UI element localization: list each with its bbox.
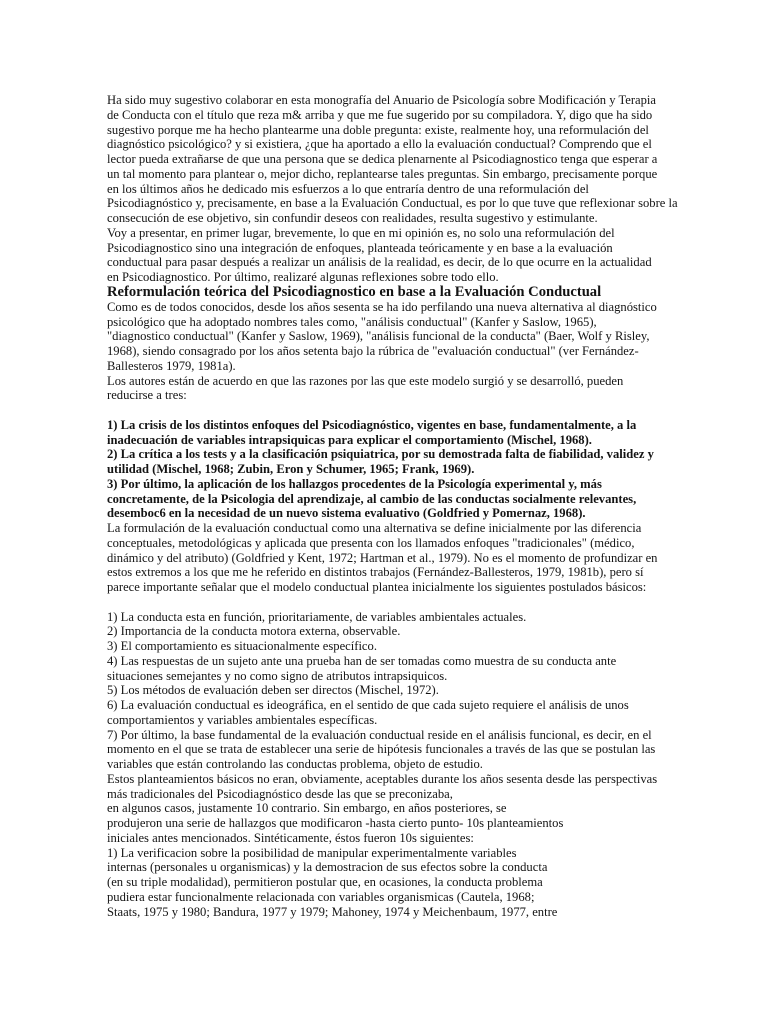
text-line: (en su triple modalidad), permitieron postular que, en ocasiones, la conducta problema bbox=[107, 875, 543, 889]
list-item: 4) Las respuestas de un sujeto ante una prueba han de ser tomadas como muestra de su conducta ante bbox=[107, 653, 617, 668]
blank-line bbox=[107, 595, 762, 610]
text-line: pudiera estar funcionalmente relacionada con variables organismicas (Cautela, 1968; bbox=[107, 889, 535, 904]
text-line: Psicodiagnóstico y, precisamente, en base a la Evaluación Conductual, es por lo que tuve que reflexionar sobre la bbox=[107, 196, 678, 211]
text-line: más tradicionales del Psicodiagnóstico desde las que se preconizaba, bbox=[107, 786, 453, 801]
list-item: 7) Por último, la base fundamental de la evaluación conductual reside en el análisis funcional, es decir, en el bbox=[107, 727, 652, 742]
text-line: conceptuales, metodológicas y aplicada que presenta con los llamados enfoques "tradicionales" (médico, bbox=[107, 535, 635, 550]
blank-line bbox=[107, 403, 762, 418]
text-line: 1968), siendo consagrado por los años setenta bajo la rúbrica de "evaluación conductual" (ver Fernández- bbox=[107, 344, 639, 358]
text-line: Como es de todos conocidos, desde los años sesenta se ha ido perfilando una nueva alternativa al diagnóstico bbox=[107, 299, 657, 314]
list-item: 2) Importancia de la conducta motora externa, observable. bbox=[107, 624, 401, 639]
section-heading: Reformulación teórica del Psicodiagnostico en base a la Evaluación Conductual bbox=[107, 283, 602, 300]
postulates-list bbox=[107, 610, 762, 772]
list-item: comportamientos y variables ambientales específicas. bbox=[107, 712, 378, 727]
reasons-intro-paragraph bbox=[107, 374, 762, 404]
text-line: diagnóstico psicológico? y si existiera, ¿que ha aportado a ello la evaluación conductual? Comprendo que el bbox=[107, 137, 652, 152]
text-line: consecución de ese objetivo, sin confundir deseos con realidades, resulta sugestivo y estimulante. bbox=[107, 211, 598, 225]
text-line: "diagnostico conductual" (Kanfer y Saslow, 1969), "análisis funcional de la conducta" (Baer, Wolf y Risley, bbox=[107, 329, 650, 344]
text-line: 1) La verificacion sobre la posibilidad de manipular experimentalmente variables bbox=[107, 845, 517, 860]
document-body bbox=[107, 93, 762, 919]
text-line: Voy a presentar, en primer lugar, brevemente, lo que en mi opinión es, no solo una reformulación del bbox=[107, 225, 615, 240]
text-line: de Conducta con el título que reza m& arriba y que me fue sugerido por su compiladora. Y, digo que ha sido bbox=[107, 107, 653, 122]
formulation-paragraph bbox=[107, 521, 762, 595]
list-item: 2) La crítica a los tests y a la clasificación psiquiatrica, por su demostrada falta de fiabilidad, validez y bbox=[107, 447, 654, 462]
list-item: 3) El comportamiento es situacionalmente específico. bbox=[107, 639, 377, 653]
text-line: en algunos casos, justamente 10 contrario. Sin embargo, en años posteriores, se bbox=[107, 801, 507, 816]
plan-paragraph bbox=[107, 226, 762, 285]
reasons-list bbox=[107, 418, 762, 521]
text-line: estos extremos a los que me he referido en distintos trabajos (Fernández-Ballesteros, 1979, 1981b), pero sí bbox=[107, 565, 644, 580]
text-line: Psicodiagnostico sino una integración de enfoques, planteada teóricamente y en base a la evaluación bbox=[107, 240, 613, 255]
list-item: desemboc6 en la necesidad de un nuevo sistema evaluativo (Goldfried y Pomernaz, 1968). bbox=[107, 506, 586, 521]
intro-paragraph bbox=[107, 93, 762, 226]
list-item: situaciones semejantes y no como signo de atributos intrapsiquicos. bbox=[107, 668, 448, 683]
text-line: Estos planteamientos básicos no eran, obviamente, aceptables durante los años sesenta desde las perspectivas bbox=[107, 771, 658, 786]
text-line: Los autores están de acuerdo en que las razones por las que este modelo surgió y se desarrolló, pueden bbox=[107, 373, 624, 388]
text-line: en Psicodiagnostico. Por último, realizaré algunas reflexiones sobre todo ello. bbox=[107, 270, 499, 284]
text-line: La formulación de la evaluación conductual como una alternativa se define inicialmente por las diferencia bbox=[107, 521, 642, 535]
text-line: lector pueda extrañarse de que una persona que se dedica plenarnente al Psicodiagnostico tenga que esperar a bbox=[107, 152, 658, 166]
text-line: internas (personales u organismicas) y la demostracion de sus efectos sobre la conducta bbox=[107, 860, 548, 875]
text-line: Ballesteros 1979, 1981a). bbox=[107, 358, 236, 373]
list-item: 5) Los métodos de evaluación deben ser directos (Mischel, 1972). bbox=[107, 683, 439, 698]
list-item: momento en el que se trata de establecer una serie de hipótesis funcionales a través de las que se postulan las bbox=[107, 742, 656, 757]
list-item: 1) La conducta esta en función, prioritariamente, de variables ambientales actuales. bbox=[107, 609, 527, 624]
text-line: Staats, 1975 y 1980; Bandura, 1977 y 1979; Mahoney, 1974 y Meichenbaum, 1977, entre bbox=[107, 904, 558, 919]
background-paragraph bbox=[107, 300, 762, 374]
text-line: produjeron una serie de hallazgos que modificaron -hasta cierto punto- 10s planteamientos bbox=[107, 816, 564, 830]
text-line: Ha sido muy sugestivo colaborar en esta monografía del Anuario de Psicología sobre Modificación y Terapia bbox=[107, 93, 657, 107]
text-line: dinámico y del atributo) (Goldfried y Kent, 1972; Hartman et al., 1979). No es el momento de profundizar en bbox=[107, 550, 658, 565]
list-item: variables que están controlando las conductas problema, objeto de estudio. bbox=[107, 757, 483, 771]
text-line: sugestivo porque me ha hecho plantearme una doble pregunta: existe, realmente hoy, una reformulación del bbox=[107, 122, 649, 137]
list-item: 6) La evaluación conductual es ideográfica, en el sentido de que cada sujeto requiere el análisis de unos bbox=[107, 698, 629, 712]
text-line: en los últimos años he dedicado mis esfuerzos a lo que entraría dentro de una reformulación del bbox=[107, 181, 589, 196]
list-item: utilidad (Mischel, 1968; Zubin, Eron y Schumer, 1965; Frank, 1969). bbox=[107, 462, 475, 476]
text-line: psicológico que ha adoptado nombres tales como, "análisis conductual" (Kanfer y Saslow, 1965), bbox=[107, 314, 597, 329]
text-line: un tal momento para plantear o, mejor dicho, replantearse tales preguntas. Sin embargo, precisamente porque bbox=[107, 166, 658, 181]
text-line: reducirse a tres: bbox=[107, 388, 187, 403]
text-line: parece importante señalar que el modelo conductual plantea inicialmente los siguientes postulados básicos: bbox=[107, 580, 647, 594]
text-line: conductual para pasar después a realizar un análisis de la realidad, es decir, de lo que ocurre en la actualidad bbox=[107, 255, 652, 270]
list-item: concretamente, de la Psicologia del aprendizaje, al cambio de las conductas socialmente relevantes, bbox=[107, 491, 637, 506]
findings-paragraph bbox=[107, 772, 762, 920]
list-item: 3) Por último, la aplicación de los hallazgos procedentes de la Psicología experimental y, más bbox=[107, 476, 602, 491]
list-item: 1) La crisis de los distintos enfoques del Psicodiagnóstico, vigentes en base, fundamentalmente, a la bbox=[107, 417, 637, 432]
list-item: inadecuación de variables intrapsiquicas para explicar el comportamiento (Mischel, 1968). bbox=[107, 432, 592, 447]
text-line: iniciales antes mencionados. Sintéticamente, éstos fueron 10s siguientes: bbox=[107, 830, 474, 845]
